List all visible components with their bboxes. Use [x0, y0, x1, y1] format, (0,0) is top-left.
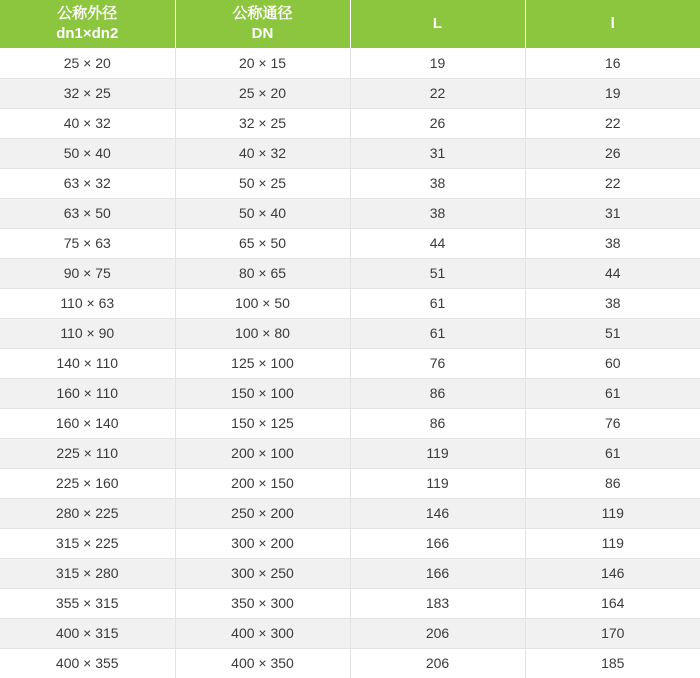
table-cell: 19 — [350, 48, 525, 78]
table-cell: 150 × 125 — [175, 408, 350, 438]
table-cell: 225 × 160 — [0, 468, 175, 498]
table-cell: 32 × 25 — [0, 78, 175, 108]
table-cell: 86 — [350, 378, 525, 408]
column-header-outer-diameter — [0, 0, 175, 48]
column-header-l-line1: l — [610, 14, 615, 32]
table-cell: 185 — [525, 648, 700, 678]
column-header-nominal-bore-line2: DN — [251, 25, 274, 42]
table-cell: 31 — [350, 138, 525, 168]
column-header-L — [350, 0, 525, 48]
column-header-outer-diameter-line1: 公称外径 — [57, 4, 118, 22]
table-cell: 400 × 300 — [175, 618, 350, 648]
table-cell: 280 × 225 — [0, 498, 175, 528]
table-cell: 90 × 75 — [0, 258, 175, 288]
table-row — [0, 618, 700, 648]
table-row — [0, 108, 700, 138]
table-cell: 225 × 110 — [0, 438, 175, 468]
table-cell: 166 — [350, 558, 525, 588]
table-row — [0, 138, 700, 168]
table-row — [0, 408, 700, 438]
table-row — [0, 438, 700, 468]
table-cell: 40 × 32 — [175, 138, 350, 168]
table-cell: 315 × 280 — [0, 558, 175, 588]
table-cell: 250 × 200 — [175, 498, 350, 528]
table-cell: 166 — [350, 528, 525, 558]
table-row — [0, 558, 700, 588]
table-cell: 80 × 65 — [175, 258, 350, 288]
table-cell: 38 — [350, 198, 525, 228]
table-cell: 315 × 225 — [0, 528, 175, 558]
table-cell: 51 — [350, 258, 525, 288]
table-cell: 400 × 355 — [0, 648, 175, 678]
table-cell: 25 × 20 — [0, 48, 175, 78]
table-cell: 26 — [525, 138, 700, 168]
table-cell: 50 × 40 — [0, 138, 175, 168]
table-cell: 60 — [525, 348, 700, 378]
table-cell: 76 — [525, 408, 700, 438]
table-cell: 50 × 25 — [175, 168, 350, 198]
table-cell: 355 × 315 — [0, 588, 175, 618]
table-row — [0, 498, 700, 528]
table-cell: 65 × 50 — [175, 228, 350, 258]
table-cell: 400 × 350 — [175, 648, 350, 678]
column-header-outer-diameter-line2: dn1×dn2 — [56, 25, 119, 42]
table-row — [0, 288, 700, 318]
table-cell: 40 × 32 — [0, 108, 175, 138]
table-cell: 63 × 50 — [0, 198, 175, 228]
table-cell: 61 — [525, 438, 700, 468]
table-cell: 119 — [525, 528, 700, 558]
table-header — [0, 0, 700, 48]
table-cell: 50 × 40 — [175, 198, 350, 228]
column-header-nominal-bore — [175, 0, 350, 48]
table-cell: 160 × 110 — [0, 378, 175, 408]
table-row — [0, 198, 700, 228]
table-cell: 400 × 315 — [0, 618, 175, 648]
table-cell: 300 × 250 — [175, 558, 350, 588]
table-body — [0, 48, 700, 678]
table-cell: 100 × 50 — [175, 288, 350, 318]
header-row — [0, 0, 700, 48]
table-cell: 350 × 300 — [175, 588, 350, 618]
table-cell: 61 — [350, 318, 525, 348]
table-cell: 19 — [525, 78, 700, 108]
table-row — [0, 378, 700, 408]
table-cell: 119 — [350, 468, 525, 498]
table-cell: 38 — [525, 228, 700, 258]
table-cell: 160 × 140 — [0, 408, 175, 438]
table-cell: 170 — [525, 618, 700, 648]
table-row — [0, 258, 700, 288]
table-cell: 63 × 32 — [0, 168, 175, 198]
table-cell: 125 × 100 — [175, 348, 350, 378]
table-cell: 86 — [525, 468, 700, 498]
table-cell: 200 × 150 — [175, 468, 350, 498]
table-row — [0, 528, 700, 558]
table-row — [0, 168, 700, 198]
table-cell: 86 — [350, 408, 525, 438]
table-cell: 164 — [525, 588, 700, 618]
table-cell: 51 — [525, 318, 700, 348]
table-cell: 206 — [350, 648, 525, 678]
table-row — [0, 648, 700, 678]
table-cell: 300 × 200 — [175, 528, 350, 558]
column-header-l — [525, 0, 700, 48]
table-cell: 76 — [350, 348, 525, 378]
table-cell: 206 — [350, 618, 525, 648]
column-header-nominal-bore-line1: 公称通径 — [232, 4, 293, 22]
table-cell: 110 × 63 — [0, 288, 175, 318]
table-row — [0, 78, 700, 108]
table-cell: 22 — [350, 78, 525, 108]
table-row — [0, 348, 700, 378]
table-row — [0, 48, 700, 78]
table-cell: 22 — [525, 108, 700, 138]
table-cell: 20 × 15 — [175, 48, 350, 78]
table-cell: 75 × 63 — [0, 228, 175, 258]
column-header-L-line1: L — [432, 14, 443, 32]
table-cell: 38 — [525, 288, 700, 318]
table-cell: 140 × 110 — [0, 348, 175, 378]
table-cell: 38 — [350, 168, 525, 198]
table-cell: 183 — [350, 588, 525, 618]
table-cell: 44 — [350, 228, 525, 258]
table-cell: 150 × 100 — [175, 378, 350, 408]
table-cell: 61 — [525, 378, 700, 408]
table-cell: 31 — [525, 198, 700, 228]
table-cell: 146 — [350, 498, 525, 528]
table-cell: 100 × 80 — [175, 318, 350, 348]
table-cell: 146 — [525, 558, 700, 588]
table-cell: 44 — [525, 258, 700, 288]
table-cell: 25 × 20 — [175, 78, 350, 108]
table-row — [0, 468, 700, 498]
table-cell: 32 × 25 — [175, 108, 350, 138]
table-cell: 119 — [350, 438, 525, 468]
table-cell: 119 — [525, 498, 700, 528]
table-cell: 61 — [350, 288, 525, 318]
table-cell: 26 — [350, 108, 525, 138]
table-row — [0, 228, 700, 258]
table-row — [0, 318, 700, 348]
table-row — [0, 588, 700, 618]
table-cell: 16 — [525, 48, 700, 78]
table-cell: 200 × 100 — [175, 438, 350, 468]
table-cell: 22 — [525, 168, 700, 198]
table-cell: 110 × 90 — [0, 318, 175, 348]
